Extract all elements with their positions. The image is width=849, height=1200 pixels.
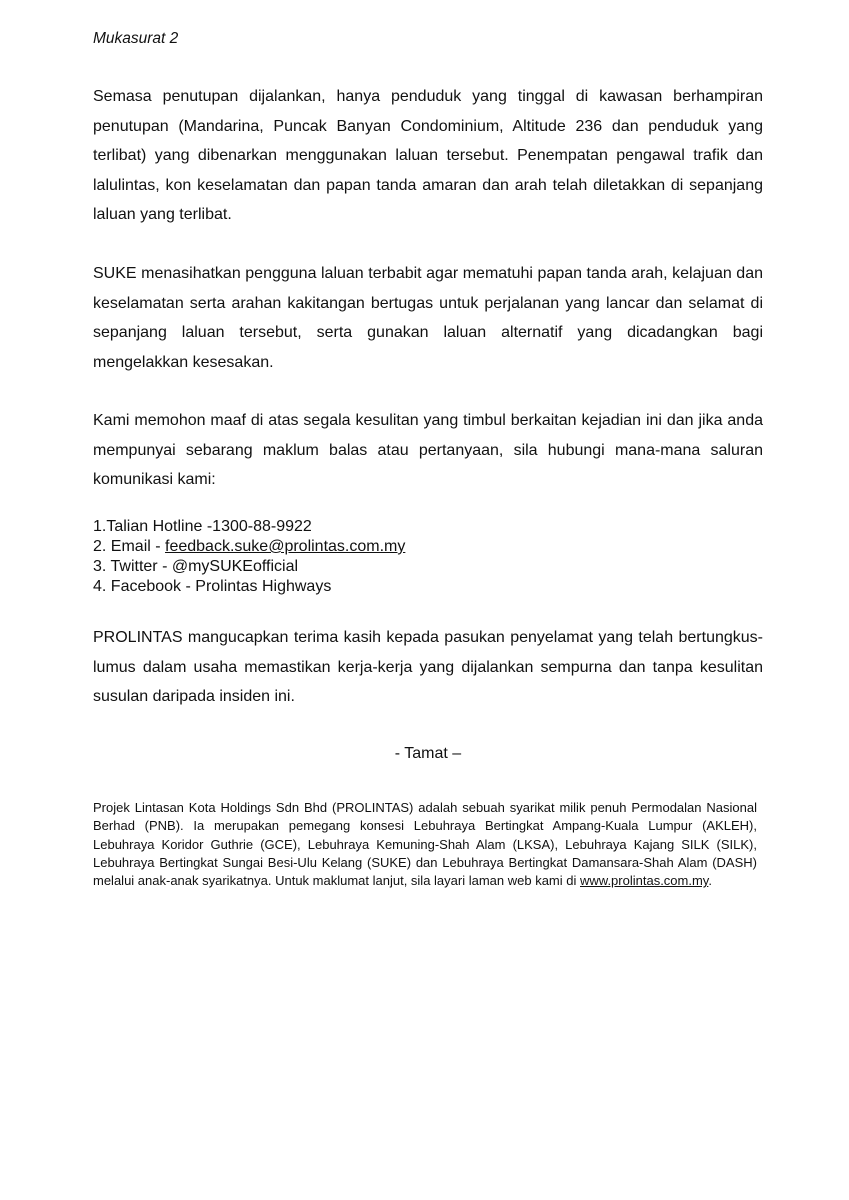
paragraph-suke-advice: SUKE menasihatkan pengguna laluan terbabit agar mematuhi papan tanda arah, kelajuan dan keselamatan serta arahan kakitangan bertugas untuk perjalanan yang lancar dan selamat di sepanjang laluan tersebut, serta gunakan laluan alternatif yang dicadangkan bagi mengelakkan kesesakan. [93,265,763,371]
about-end-punct: . [708,873,712,889]
contact-facebook: 4. Facebook - Prolintas Highways [93,578,332,595]
contact-twitter: 3. Twitter - @mySUKEofficial [93,558,299,575]
website-link[interactable]: www.prolintas.com.my [580,873,709,889]
paragraph-closure-access: Semasa penutupan dijalankan, hanya penduduk yang tinggal di kawasan berhampiran penutupan (Mandarina, Puncak Banyan Condominium, Altitude 236 dan penduduk yang terlibat) yang dibenarkan menggunakan laluan tersebut. Penempatan pengawal trafik dan lalulintas, kon keselamatan dan papan tanda amaran dan arah telah diletakkan di sepanjang laluan yang terlibat. [93,88,763,223]
paragraph-apology: Kami memohon maaf di atas segala kesulitan yang timbul berkaitan kejadian ini dan jika anda mempunyai sebarang maklum balas atau pertanyaan, sila hubungi mana-mana saluran komunikasi kami: [93,412,763,488]
contact-email [93,537,405,557]
contact-hotline: 1.Talian Hotline -1300-88-9922 [93,518,312,535]
end-marker: - Tamat – [394,745,462,762]
contact-email-label: 2. Email - [93,538,166,555]
paragraph-thanks: PROLINTAS mangucapkan terima kasih kepada pasukan penyelamat yang telah bertungkus-lumus dalam usaha memastikan kerja-kerja yang dijalankan sempurna dan tanpa kesulitan susulan daripada insiden ini. [93,629,763,705]
contact-channels-list [93,517,405,597]
email-link[interactable]: feedback.suke@prolintas.com.my [165,538,406,555]
company-about-note [93,799,757,890]
page-number-label: Mukasurat 2 [93,30,179,47]
about-text: Projek Lintasan Kota Holdings Sdn Bhd (PROLINTAS) adalah sebuah syarikat milik penuh Permodalan Nasional Berhad (PNB). Ia merupakan pemegang konsesi Lebuhraya Bertingkat Ampang-Kuala Lumpur (AKLEH), Lebuhraya Koridor Guthrie (GCE), Lebuhraya Kemuning-Shah Alam (LKSA), Lebuhraya Kajang SILK (SILK), Lebuhraya Bertingkat Sungai Besi-Ulu Kelang (SUKE) dan Lebuhraya Bertingkat Damansara-Shah Alam (DASH) melalui anak-anak syarikatnya. Untuk maklumat lanjut, sila layari laman web kami di [93,800,757,889]
